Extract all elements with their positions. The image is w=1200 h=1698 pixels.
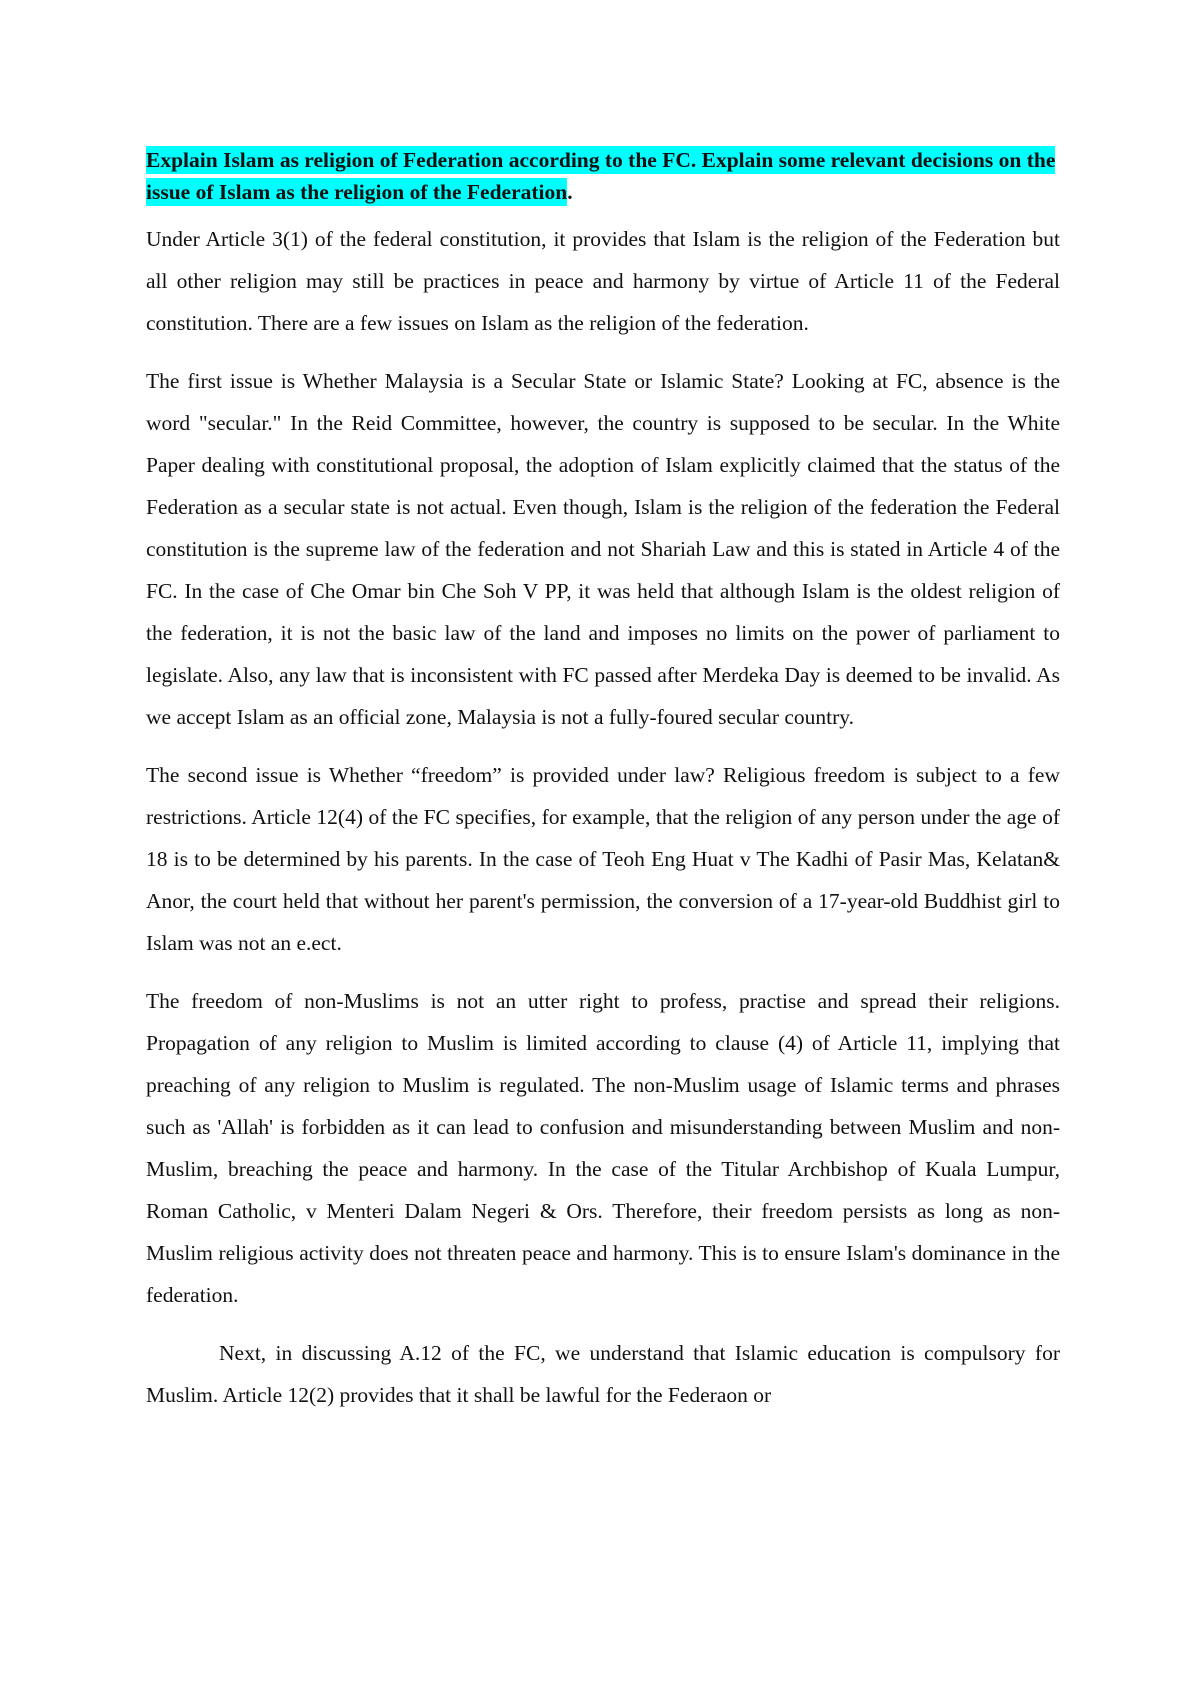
document-body [146,144,1060,1432]
paragraph-freedom: The second issue is Whether “freedom” is provided under law? Religious freedom is subject to a few restrictions. Article 12(4) of the FC specifies, for example, that the religion of any person under the age of 18 is to be determined by his parents. In the case of Teoh Eng Huat v The Kadhi of Pasir Mas, Kelatan& Anor, the court held that without her parent's permission, the conversion of a 17-year-old Buddhist girl to Islam was not an e.ect. [146,763,1060,955]
paragraph-secular-state: The first issue is Whether Malaysia is a Secular State or Islamic State? Looking at FC, absence is the word "secular." In the Reid Committee, however, the country is supposed to be secular. In the White Paper dealing with constitutional proposal, the adoption of Islam explicitly claimed that the status of the Federation as a secular state is not actual. Even though, Islam is the religion of the federation the Federal constitution is the supreme law of the federation and not Shariah Law and this is stated in Article 4 of the FC. In the case of Che Omar bin Che Soh V PP, it was held that although Islam is the oldest religion of the federation, it is not the basic law of the land and imposes no limits on the power of parliament to legislate. Also, any law that is inconsistent with FC passed after Merdeka Day is deemed to be invalid. As we accept Islam as an official zone, Malaysia is not a fully-foured secular country. [146,369,1060,729]
question-heading [146,144,1060,208]
heading-period: . [567,180,573,204]
paragraph-article-3: Under Article 3(1) of the federal constitution, it provides that Islam is the religion of the Federation but all other religion may still be practices in peace and harmony by virtue of Article 11 of the Federal constitution. There are a few issues on Islam as the religion of the federation. [146,227,1060,335]
paragraph-islamic-education: Next, in discussing A.12 of the FC, we understand that Islamic education is compulsory for Muslim. Article 12(2) provides that it shall be lawful for the Federaon or [146,1341,1060,1407]
paragraph-non-muslims: The freedom of non-Muslims is not an utter right to profess, practise and spread their religions. Propagation of any religion to Muslim is limited according to clause (4) of Article 11, implying that preaching of any religion to Muslim is regulated. The non-Muslim usage of Islamic terms and phrases such as 'Allah' is forbidden as it can lead to confusion and misunderstanding between Muslim and non- Muslim, breaching the peace and harmony. In the case of the Titular Archbishop of Kuala Lumpur, Roman Catholic, v Menteri Dalam Negeri & Ors. Therefore, their freedom persists as long as non-Muslim religious activity does not threaten peace and harmony. This is to ensure Islam's dominance in the federation. [146,989,1060,1307]
highlighted-question: Explain Islam as religion of Federation according to the FC. Explain some relevant decisions on the issue of Islam as the religion of the Federation [146,148,1056,204]
